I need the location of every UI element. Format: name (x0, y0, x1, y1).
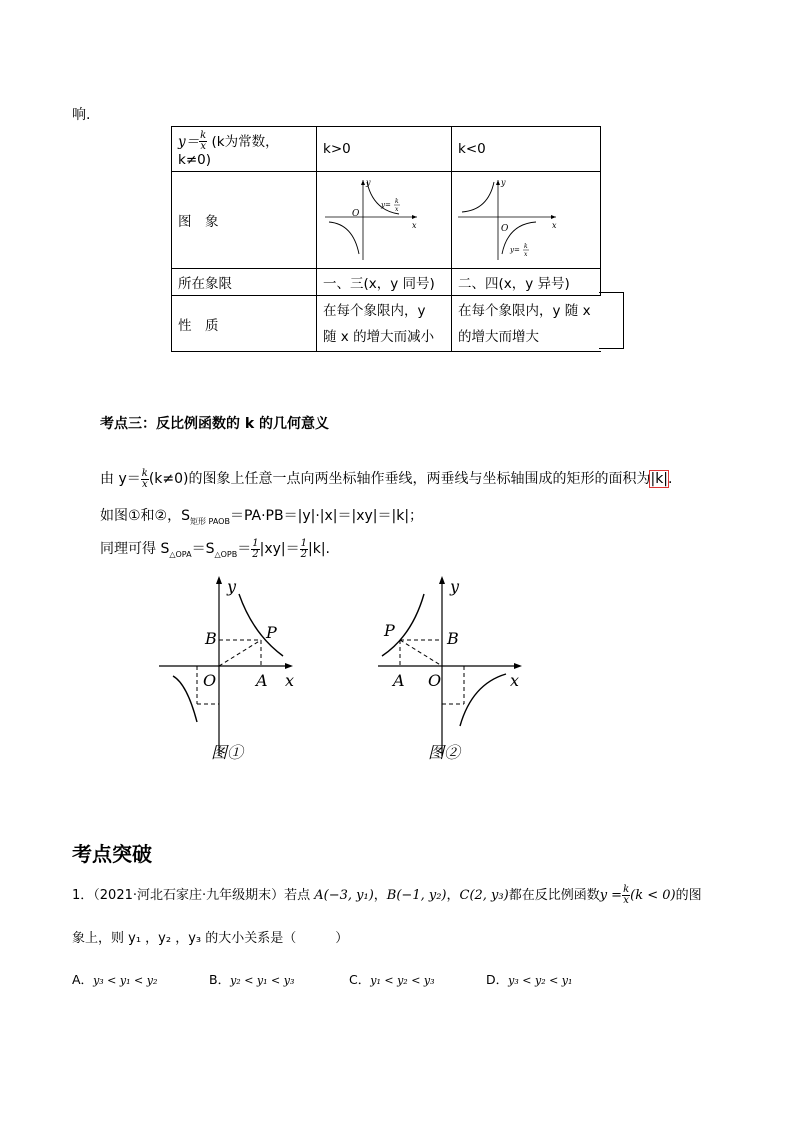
graph-neg-cell (452, 172, 601, 269)
section-line2 (100, 505, 423, 527)
figure-2 (374, 572, 534, 764)
fig2-A-label: A (393, 671, 405, 690)
row-label-graph: 图 象 (172, 172, 317, 269)
option-c-label: C． (349, 972, 371, 987)
section-line3 (100, 538, 330, 560)
figure-1 (155, 572, 305, 764)
formula-fraction (199, 131, 207, 152)
line2-sub: 矩形 PAOB (190, 516, 230, 526)
breakthrough-title: 考点突破 (72, 842, 152, 866)
line3-xy: |xy|＝ (259, 541, 300, 557)
option-b[interactable] (209, 970, 294, 988)
curve-label-k: k (395, 198, 399, 205)
fraction-num: k (623, 884, 630, 895)
half-num: 1 (252, 537, 259, 549)
fig2-y-label: y (450, 577, 460, 596)
graph-pos-cell (317, 172, 452, 269)
property-pos-line2: 随 x 的增大而减小 (323, 328, 435, 345)
fig1-origin-label: O (203, 671, 217, 690)
option-a[interactable] (72, 970, 157, 988)
row-label-quadrant: 所在象限 (172, 269, 317, 296)
fig2-x-label: x (510, 671, 520, 690)
property-neg-line1: 在每个象限内，y 随 x (458, 302, 591, 319)
formula-condition: (k为常数，k≠0) (178, 133, 279, 169)
line1-pre: 由 y＝ (100, 471, 141, 487)
property-neg (452, 296, 601, 352)
fig2-caption: 图② (428, 743, 461, 762)
table-offset-edge (599, 292, 624, 349)
graph-pos (317, 172, 451, 264)
q1-pre: 1．（2021·河北石家庄·九年级期末）若点 (72, 888, 311, 903)
quadrant-pos: 一、三(x，y 同号) (317, 269, 452, 296)
quadrant-neg: 二、四(x，y 异号) (452, 269, 601, 296)
fig2-P-label: P (384, 621, 395, 640)
fig2-origin-label: O (428, 671, 442, 690)
question-1-line2: 象上，则 y₁ ，y₂ ，y₃ 的大小关系是（ ） (72, 931, 349, 946)
properties-table (171, 126, 601, 352)
q1-func: y = (599, 888, 623, 903)
option-a-label: A． (72, 972, 94, 987)
origin-label: O (352, 209, 360, 219)
property-pos-line1: 在每个象限内，y (323, 302, 426, 319)
line2-rest: ＝PA·PB＝|y|·|x|＝|xy|＝|k|； (229, 508, 424, 524)
curve-label-k: k (524, 243, 528, 250)
option-d[interactable] (486, 970, 572, 988)
line3-pre: 同理可得 S (100, 541, 170, 557)
option-c-value: y₁ < y₂ < y₃ (370, 974, 435, 987)
curve-label: y= (510, 246, 520, 254)
line3-k: |k|. (308, 541, 330, 557)
fig1-P-label: P (266, 623, 277, 642)
line2-pre: 如图①和②，S (100, 508, 190, 524)
axis-x-label: x (552, 221, 557, 230)
axis-y-label: y (501, 178, 506, 187)
text-fragment: 响. (72, 107, 91, 123)
line1-end: . (668, 471, 673, 487)
fraction-num: k (200, 130, 207, 142)
half-fraction-2 (300, 539, 308, 560)
fraction-den: x (200, 141, 206, 153)
option-a-value: y₃ < y₁ < y₂ (93, 974, 158, 987)
q1-fraction (622, 885, 630, 906)
fig1-x-label: x (285, 671, 295, 690)
fig1-A-label: A (256, 671, 268, 690)
q1-point-B: B(−1, y₂) (386, 888, 447, 903)
q1-point-C: C(2, y₃) (459, 888, 509, 903)
formula-lhs: y＝ (178, 133, 200, 150)
line3-eq: ＝ (237, 541, 252, 557)
curve-label-x: x (524, 251, 528, 258)
half-den: 2 (252, 548, 259, 560)
q1-cond: (k < 0) (630, 888, 676, 903)
table-header-formula (172, 127, 317, 172)
fraction-den: x (141, 478, 148, 490)
q1-mid: 都在反比例函数 (508, 888, 600, 903)
row-label-property: 性 质 (172, 296, 317, 352)
option-b-label: B． (209, 972, 231, 987)
property-neg-line2: 的增大而增大 (458, 328, 539, 345)
line1-cond: (k≠0)的图象上任意一点向两坐标轴作垂线，两垂线与坐标轴围成的矩形的面积为 (148, 471, 651, 487)
property-pos (317, 296, 452, 352)
fig1-y-label: y (227, 577, 237, 596)
axis-y-label: y (366, 178, 371, 187)
axis-x-label: x (412, 221, 417, 230)
fraction-num: k (141, 467, 148, 479)
option-b-value: y₂ < y₁ < y₃ (230, 974, 295, 987)
section-line1 (100, 468, 672, 490)
table-header-neg: k<0 (452, 127, 601, 172)
half-num: 1 (300, 537, 307, 549)
question-1-line1: 1．（2021·河北石家庄·九年级期末）若点 A(−3, y₁)，B(−1, y₂)，C(2, y₃)都在反比例函数y = $\frac{k}{x}$ (k < 0)的图 (72, 884, 702, 906)
half-den: 2 (300, 548, 307, 560)
graph-neg (452, 172, 600, 264)
fraction-den: x (623, 895, 629, 906)
curve-label: y= (381, 201, 391, 209)
option-d-value: y₃ < y₂ < y₁ (508, 974, 573, 987)
line1-fraction (141, 469, 149, 490)
section-title: 考点三：反比例函数的 k 的几何意义 (100, 416, 330, 432)
table-header-pos: k>0 (317, 127, 452, 172)
q1-end: 的图 (675, 888, 702, 903)
line3-sub1: △OPA (169, 549, 192, 559)
line1-abs-k: |k| (650, 471, 669, 487)
option-d-label: D． (486, 972, 509, 987)
fig1-caption: 图① (211, 743, 244, 762)
line3-sub2: △OPB (214, 549, 238, 559)
option-c[interactable] (349, 970, 435, 988)
q1-point-A: A(−3, y₁) (314, 888, 374, 903)
curve-label-x: x (395, 206, 399, 213)
fig1-B-label: B (205, 629, 217, 648)
origin-label: O (501, 224, 509, 234)
fig2-B-label: B (447, 629, 459, 648)
half-fraction-1 (251, 539, 259, 560)
line3-mid: ＝S (191, 541, 215, 557)
